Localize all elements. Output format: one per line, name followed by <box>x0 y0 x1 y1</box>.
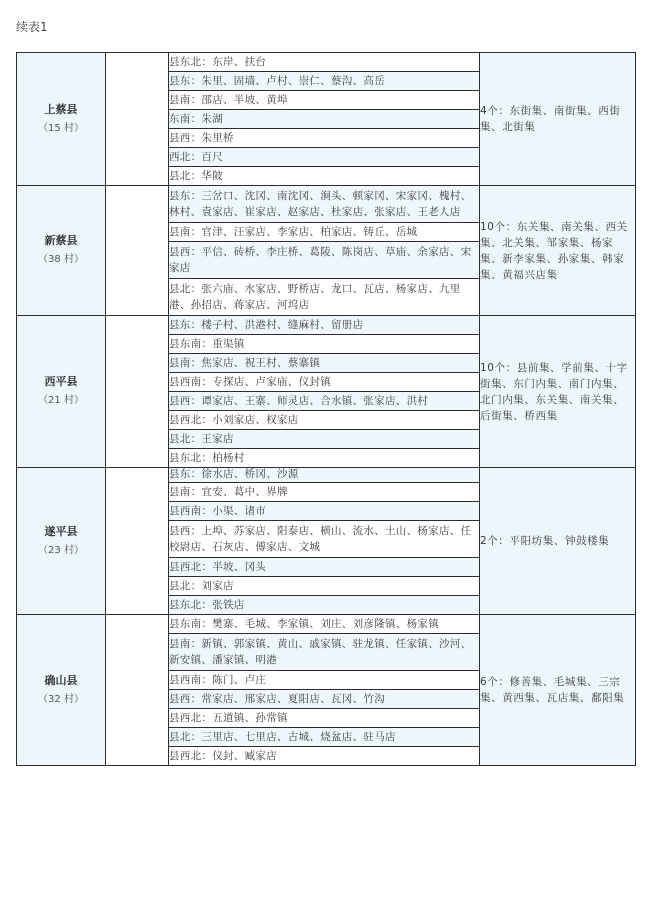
village-count: （21 村） <box>38 395 84 406</box>
village-cell: 县北：华陂 <box>169 167 480 186</box>
county-market-table <box>16 52 636 766</box>
village-cell: 县西南：陈门、卢庄 <box>169 671 480 690</box>
county-cell <box>17 316 106 468</box>
county-name: 遂平县 <box>44 524 78 538</box>
village-count: （38 村） <box>38 254 84 265</box>
county-cell <box>17 53 106 186</box>
village-cell: 县西南：小渠、诸市 <box>169 502 480 521</box>
county-name: 新蔡县 <box>44 234 78 247</box>
village-cell: 县南：宜安、葛中、界牌 <box>169 483 480 502</box>
village-cell: 县东：楼子村、洪港村、缝麻村、留册店 <box>169 316 480 335</box>
village-cell: 县东：三岔口、沈冈、南沈冈、涧头、顿家冈、宋家冈、槐村、林村、袁家店、崔家店、赵家店、杜家店、张家店、王老人店 <box>169 186 480 223</box>
county-cell <box>17 615 106 766</box>
village-cell: 县北：刘家店 <box>169 577 480 596</box>
village-cell: 县北：三里店、七里店、古城、烧盆店、驻马店 <box>169 728 480 747</box>
village-cell: 西北：百尺 <box>169 148 480 167</box>
village-cell: 县西北：五道镇、孙常镇 <box>169 709 480 728</box>
table-row <box>17 615 636 634</box>
table-row <box>17 186 636 223</box>
market-cell: 10个：东关集、南关集、西关集、北关集、邹家集、杨家集、新李家集、孙家集、韩家集、黄福兴店集 <box>480 186 636 316</box>
village-cell: 县西：上埠、苏家店、阳泰店、横山、流水、土山、杨家店、任校尉店、石灰店、傅家店、文城 <box>169 521 480 558</box>
village-cell: 县东北：张铁店 <box>169 596 480 615</box>
county-cell <box>17 186 106 316</box>
table-row <box>17 316 636 335</box>
village-cell: 县北：张六庙、水家店、野桥店、龙口、瓦店、杨家店、九里港、孙招店、蒋家店、河坞店 <box>169 279 480 316</box>
market-cell: 6个：修善集、毛城集、三宗集、黄西集、瓦店集、鄱阳集 <box>480 615 636 766</box>
village-cell: 县西：常家店、邢家店、夏阳店、瓦冈、竹沟 <box>169 690 480 709</box>
village-cell: 县东：朱里、固墙、卢村、崇仁、蔡沟、高岳 <box>169 72 480 91</box>
county-name: 上蔡县 <box>44 102 78 116</box>
market-cell: 2个：平阳坊集、钟鼓楼集 <box>480 468 636 615</box>
village-count: （15 村） <box>38 122 84 134</box>
village-cell: 县西：平信、砖桥、李庄桥、葛陵、陈岗店、草庙、余家店、宋家店 <box>169 242 480 279</box>
village-count: （32 村） <box>38 693 84 705</box>
village-cell: 县西南：专探店、卢家庙、仪封镇 <box>169 373 480 392</box>
village-cell: 县西北：仪封、臧家店 <box>169 747 480 766</box>
market-cell: 10个：县前集、学前集、十字街集、东门内集、南门内集、北门内集、东关集、南关集、后街集、桥西集 <box>480 316 636 468</box>
blank-cell <box>106 615 169 766</box>
village-cell: 县东南：重渠镇 <box>169 335 480 354</box>
blank-cell <box>106 468 169 615</box>
market-cell: 4个：东街集、南街集、西街集、北街集 <box>480 53 636 186</box>
village-cell: 县东南：樊寨、毛城、李家镇、刘庄、刘彦隆镇、杨家镇 <box>169 615 480 634</box>
blank-cell <box>106 186 169 316</box>
village-cell: 县西：谭家店、王寨、师灵店、合水镇、张家店、洪村 <box>169 392 480 411</box>
village-cell: 东南：朱湖 <box>169 110 480 129</box>
table-caption: 续表1 <box>16 20 48 34</box>
village-cell: 县东北：柏杨村 <box>169 449 480 468</box>
village-cell-text: 县东：徐水店、桥冈、沙源 <box>169 468 299 480</box>
village-cell: 县西：朱里桥 <box>169 129 480 148</box>
blank-cell <box>106 316 169 468</box>
village-cell: 县东北：东岸、扶台 <box>169 53 480 72</box>
village-cell: 县南：焦家店、祝王村、蔡寨镇 <box>169 354 480 373</box>
county-name: 西平县 <box>44 375 78 388</box>
county-name: 确山县 <box>44 673 78 687</box>
table-row <box>17 53 636 72</box>
village-cell: 县南：新镇、郭家镇、黄山、戚家镇、驻龙镇、任家镇、沙河、新安镇、潘家镇、明港 <box>169 634 480 671</box>
village-cell <box>169 468 480 483</box>
village-count: （23 村） <box>38 544 84 556</box>
village-cell: 县南：官津、汪家店、李家店、柏家店、铸丘、岳城 <box>169 223 480 242</box>
village-cell: 县北：王家店 <box>169 430 480 449</box>
blank-cell <box>106 53 169 186</box>
village-cell: 县西北：小刘家店、权家店 <box>169 411 480 430</box>
county-cell <box>17 468 106 615</box>
village-cell: 县西北：半坡、冈头 <box>169 558 480 577</box>
village-cell: 县南：邵店、半坡、黄埠 <box>169 91 480 110</box>
table-row <box>17 468 636 483</box>
